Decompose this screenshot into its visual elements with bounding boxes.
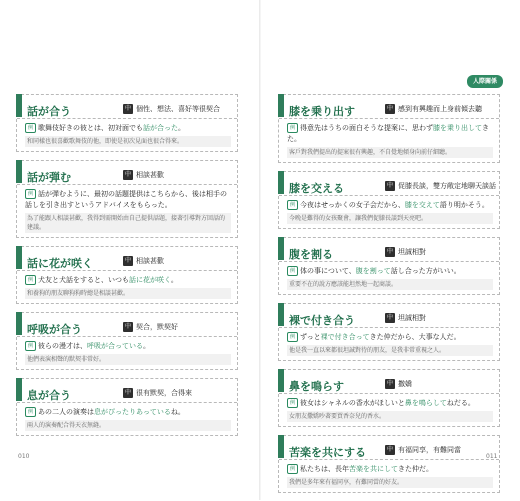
entry-body (279, 196, 499, 228)
entry-body (17, 119, 237, 151)
example-jp (287, 464, 493, 475)
example-translation: 重要不在的說方應該能坦然地一起商談。 (287, 279, 493, 290)
idiom-entry (16, 312, 238, 370)
example-translation: 女朋友撒嬌吵著要買香奈兒的香水。 (287, 411, 493, 422)
entry-body (279, 262, 499, 294)
example-text-end: きた仲だから、大事な人だ。 (369, 333, 461, 341)
entry-head (17, 379, 237, 403)
idiom-phrase: 鼻を鳴らす (289, 380, 344, 393)
entry-head (279, 370, 499, 394)
example-jp (25, 407, 231, 418)
meaning-icon: 中 (386, 446, 393, 453)
entry-head (17, 313, 237, 337)
meaning-icon: 中 (386, 314, 393, 321)
meaning-text: 很有默契，合得來 (136, 389, 192, 397)
idiom-phrase: 膝を交える (289, 182, 344, 195)
idiom-meaning (123, 256, 164, 266)
example-translation: 兩人的演奏配合得天衣無縫。 (25, 420, 231, 431)
example-text: あの二人の演奏は (38, 408, 94, 416)
entry-body (279, 394, 499, 426)
example-text: 今夜はせっかくの女子会だから、 (300, 201, 405, 209)
example-icon: 例 (25, 123, 36, 133)
entry-tab (278, 171, 284, 194)
idiom-entry (278, 237, 500, 295)
idiom-phrase: 話が合う (27, 105, 71, 118)
idiom-meaning (123, 388, 192, 398)
meaning-icon: 中 (124, 389, 131, 396)
idiom-entry (16, 246, 238, 304)
entry-tab (278, 303, 284, 326)
example-icon: 例 (287, 266, 298, 276)
meaning-icon: 中 (386, 248, 393, 255)
example-jp (287, 200, 493, 211)
entry-tab (278, 369, 284, 392)
entry-head (17, 95, 237, 119)
idiom-entry (278, 171, 500, 229)
entry-body (279, 328, 499, 360)
idiom-meaning (385, 379, 412, 389)
example-text-end: ね。 (170, 408, 185, 416)
idiom-meaning (385, 104, 482, 114)
entry-head (279, 436, 499, 460)
idiom-entry (16, 94, 238, 152)
meaning-text: 契合，默契好 (136, 323, 178, 331)
meaning-icon: 中 (124, 257, 131, 264)
example-highlight: 苦楽を共にして (349, 465, 398, 473)
example-jp (25, 275, 231, 286)
example-text: 彼らの漫才は、 (38, 342, 87, 350)
idiom-entry (278, 303, 500, 361)
idiom-meaning (123, 170, 164, 180)
entry-head (17, 247, 237, 271)
example-highlight: 鼻を鳴らして (404, 399, 447, 407)
left-page-number: 010 (18, 453, 30, 460)
idiom-meaning (123, 322, 178, 332)
example-jp (25, 189, 231, 211)
idiom-meaning (385, 313, 426, 323)
idiom-phrase: 息が合う (27, 389, 71, 402)
meaning-text: 有福同享，有難同當 (398, 446, 461, 454)
example-jp (287, 123, 493, 145)
example-translation: 他們表演相聲的默契非常好。 (25, 354, 231, 365)
entry-tab (278, 94, 284, 117)
example-highlight: 話が合った (143, 124, 178, 132)
example-text: 体の事について、 (300, 267, 356, 275)
meaning-icon: 中 (386, 105, 393, 112)
entry-head (279, 95, 499, 119)
example-translation: 客戶對我們提出的提案很有興趣，不自覺地傾身向前仔細聽。 (287, 147, 493, 158)
entry-body (17, 337, 237, 369)
entry-head (279, 172, 499, 196)
example-icon: 例 (25, 189, 36, 199)
example-translation: 和同樣也很喜歡歌舞伎的他，即使是初次見面也很合得來。 (25, 136, 231, 147)
meaning-text: 坦誠相對 (398, 248, 426, 256)
meaning-text: 感到有興趣而上身前傾去聽 (398, 105, 482, 113)
meaning-text: 坦誠相對 (398, 314, 426, 322)
idiom-phrase: 話が弾む (27, 171, 71, 184)
idiom-meaning (385, 247, 426, 257)
example-text-end: ねだる。 (446, 399, 475, 407)
idiom-entry (278, 94, 500, 163)
idiom-entry (278, 369, 500, 427)
right-page-number: 011 (486, 453, 498, 460)
example-highlight: 息がぴったりあっている (94, 408, 171, 416)
example-jp (25, 341, 231, 352)
example-text: 彼女はシャネルの香水がほしいと (300, 399, 405, 407)
idiom-phrase: 裸で付き合う (289, 314, 355, 327)
example-highlight: 話に花が咲く (129, 276, 171, 284)
example-highlight: 腹を割って (355, 267, 391, 275)
entry-tab (16, 94, 22, 117)
left-page-column (16, 94, 238, 444)
category-tag: 人際關係 (467, 75, 503, 88)
entry-body (17, 185, 237, 237)
entry-tab (278, 237, 284, 260)
example-text-end: 。 (178, 124, 185, 132)
meaning-text: 個性、想法、喜好等很契合 (136, 105, 220, 113)
meaning-text: 促膝長談，雙方敞定地聊天談話 (398, 182, 496, 190)
example-text-end: 話し合った方がいい。 (390, 267, 461, 275)
entry-body (17, 271, 237, 303)
example-translation: 他是我一直以來都很坦誠對待的朋友，是我非常重視之人。 (287, 345, 493, 356)
idiom-entry (16, 160, 238, 238)
example-translation: 我們是多年來有福同享，有難同當的好友。 (287, 477, 493, 488)
example-icon: 例 (287, 200, 298, 210)
example-icon: 例 (287, 464, 298, 474)
meaning-text: 相談甚歡 (136, 257, 164, 265)
idiom-phrase: 呼吸が合う (27, 323, 82, 336)
example-text-end: 。 (170, 276, 178, 284)
example-text: 私たちは、長年 (300, 465, 349, 473)
example-translation: 為了能跟人相談甚歡，我得到需開始由自己提供話題，接著引導對方回話的建議。 (25, 213, 231, 233)
entry-head (279, 304, 499, 328)
example-icon: 例 (25, 341, 36, 351)
example-highlight: 裸で付き合って (320, 333, 370, 341)
example-icon: 例 (25, 275, 36, 285)
example-jp (287, 266, 493, 277)
entry-body (17, 403, 237, 435)
meaning-text: 相談甚歡 (136, 171, 164, 179)
example-text-end: 語り明かそう。 (439, 201, 489, 209)
meaning-icon: 中 (124, 105, 131, 112)
example-highlight: 呼吸が合っている (87, 342, 143, 350)
example-translation: 和養狗的朋友聊狗狗時總是相談甚歡。 (25, 288, 231, 299)
example-jp (25, 123, 231, 134)
example-icon: 例 (287, 332, 298, 342)
example-icon: 例 (287, 123, 298, 133)
entry-body (279, 119, 499, 162)
meaning-icon: 中 (386, 182, 393, 189)
idiom-meaning (385, 445, 461, 455)
right-page-column (278, 94, 500, 501)
example-text: 犬友と犬話をすると、いつも (38, 276, 129, 284)
example-highlight: 膝を交えて (404, 201, 440, 209)
meaning-text: 撒嬌 (398, 380, 412, 388)
entry-tab (16, 246, 22, 269)
idiom-phrase: 話に花が咲く (27, 257, 93, 270)
meaning-icon: 中 (386, 380, 393, 387)
example-text-end: 。 (143, 342, 150, 350)
idiom-phrase: 苦楽を共にする (289, 446, 366, 459)
entry-head (279, 238, 499, 262)
example-icon: 例 (287, 398, 298, 408)
entry-tab (16, 378, 22, 401)
entry-tab (16, 312, 22, 335)
example-jp (287, 332, 493, 343)
example-text: 得意先はうちの面白そうな提案に、思わず (300, 124, 433, 132)
idiom-phrase: 腹を割る (289, 248, 333, 261)
idiom-entry (278, 435, 500, 493)
book-gutter (259, 0, 261, 500)
example-translation: 今晚是難得的女孩聚會，讓我們促膝長談到天亮吧。 (287, 213, 493, 224)
example-text-end: きた仲だ。 (398, 465, 433, 473)
idiom-meaning (385, 181, 496, 191)
idiom-phrase: 膝を乗り出す (289, 105, 355, 118)
meaning-icon: 中 (124, 171, 131, 178)
example-text: ずっと (300, 333, 321, 341)
example-text: 話が弾むように、最初の話題提供はこちらから、後は相手の話しを引き出すというアドバイスをもらった。 (25, 190, 227, 209)
entry-tab (16, 160, 22, 183)
entry-head (17, 161, 237, 185)
example-highlight: 膝を乗り出して (433, 124, 482, 132)
example-icon: 例 (25, 407, 36, 417)
entry-body (279, 460, 499, 492)
example-text-end: きた。 (287, 124, 489, 143)
example-jp (287, 398, 493, 409)
meaning-icon: 中 (124, 323, 131, 330)
idiom-meaning (123, 104, 220, 114)
entry-tab (278, 435, 284, 458)
example-text: 歌舞伎好きの彼とは、初対面でも (38, 124, 143, 132)
idiom-entry (16, 378, 238, 436)
